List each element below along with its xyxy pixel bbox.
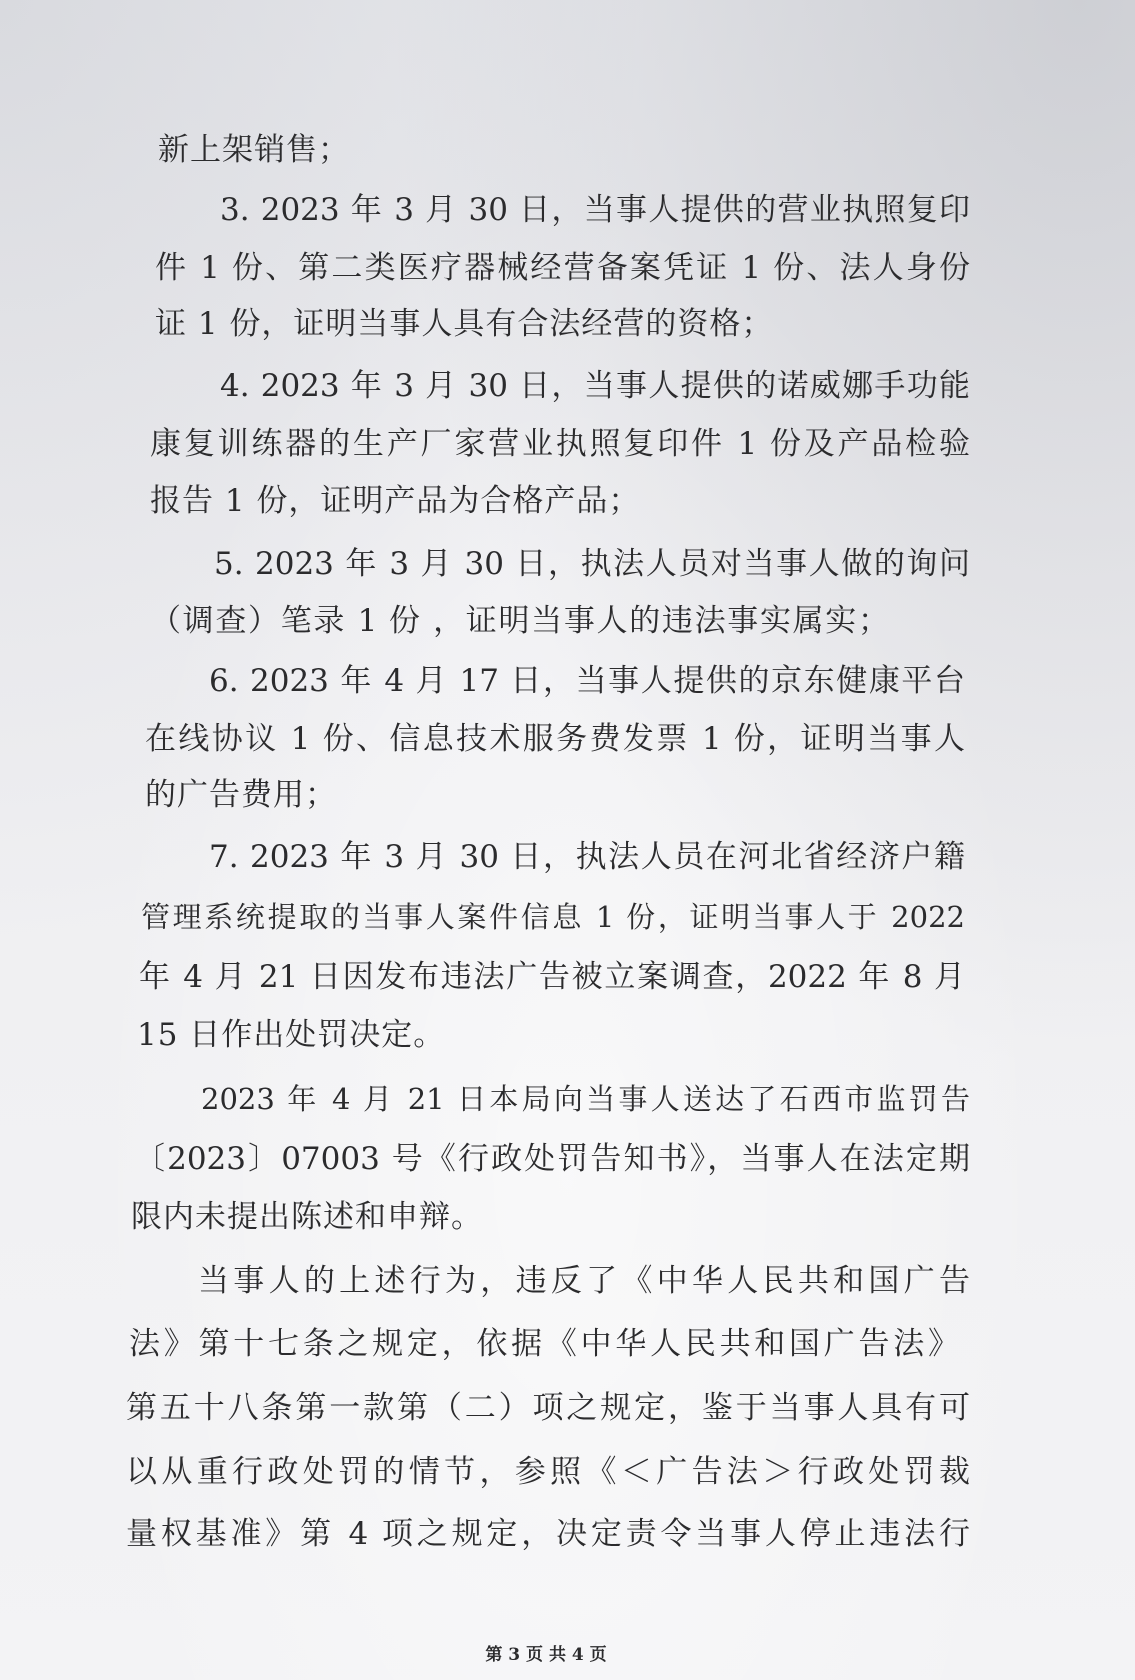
body-text-line: 5. 2023 年 3 月 30 日，执法人员对当事人做的询问: [214, 546, 970, 582]
body-text-line: 4. 2023 年 3 月 30 日，当事人提供的诺威娜手功能: [220, 368, 970, 404]
body-text-line: 证 1 份，证明当事人具有合法经营的资格；: [155, 306, 774, 342]
body-text-line: 以从重行政处罚的情节，参照《＜广告法＞行政处罚裁: [126, 1454, 970, 1490]
body-text-line: 新上架销售；: [158, 132, 350, 168]
body-text-line: 6. 2023 年 4 月 17 日，当事人提供的京东健康平台: [209, 663, 965, 699]
body-text-line: 15 日作出处罚决定。: [137, 1017, 446, 1053]
body-text-line: 7. 2023 年 3 月 30 日，执法人员在河北省经济户籍: [209, 839, 965, 875]
body-text-line: 2023 年 4 月 21 日本局向当事人送达了石西市监罚告: [201, 1082, 970, 1116]
body-text-line: 法》第十七条之规定，依据《中华人民共和国广告法》: [129, 1326, 959, 1362]
body-text-line: 的广告费用；: [145, 777, 337, 813]
body-text-line: 量权基准》第 4 项之规定，决定责令当事人停止违法行: [126, 1516, 970, 1552]
page-number-footer: 第 3 页 共 4 页: [485, 1645, 607, 1665]
body-text-line: 限内未提出陈述和申辩。: [131, 1199, 483, 1235]
body-text-line: 件 1 份、第二类医疗器械经营备案凭证 1 份、法人身份: [155, 250, 970, 286]
body-text-line: 年 4 月 21 日因发布违法广告被立案调查，2022 年 8 月: [139, 959, 965, 995]
body-text-line: 3. 2023 年 3 月 30 日，当事人提供的营业执照复印: [220, 192, 970, 228]
body-text-line: 康复训练器的生产厂家营业执照复印件 1 份及产品检验: [150, 426, 970, 462]
body-text-line: 〔2023〕07003 号《行政处罚告知书》，当事人在法定期: [134, 1141, 970, 1177]
body-text-line: 当事人的上述行为，违反了《中华人民共和国广告: [198, 1263, 970, 1299]
body-text-line: 管理系统提取的当事人案件信息 1 份，证明当事人于 2022: [141, 900, 965, 934]
body-text-line: 在线协议 1 份、信息技术服务费发票 1 份，证明当事人: [145, 721, 965, 757]
body-text-line: 第五十八条第一款第（二）项之规定，鉴于当事人具有可: [126, 1390, 970, 1426]
body-text-line: （调查）笔录 1 份 ，证明当事人的违法事实属实；: [150, 603, 889, 639]
body-text-line: 报告 1 份，证明产品为合格产品；: [150, 483, 641, 519]
